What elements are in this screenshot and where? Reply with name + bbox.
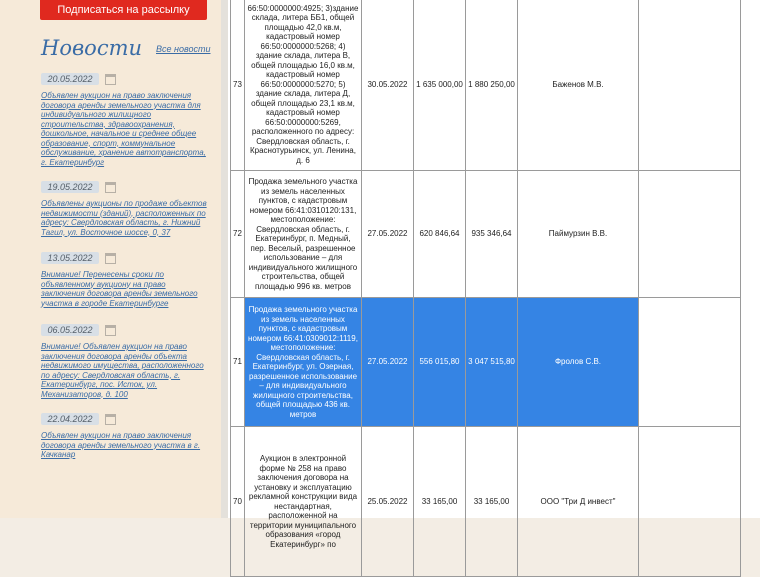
news-link[interactable]: Объявлен аукцион на право заключения договора аренды земельного участка в г. Качканар — [41, 431, 201, 459]
start-price: 33 165,00 — [414, 427, 466, 577]
empty-cell — [639, 0, 741, 171]
news-date: 20.05.2022 — [41, 73, 99, 85]
lot-description: Продажа земельного участка из земель населенных пунктов, с кадастровым номером 66:41:0310120:131, местоположение: Свердловская область, г. Екатеринбург, п. Медный, пер. Веселый, разрешенное использование – для индивидуального жилищного строительства, общей площадью 996 кв. метров — [245, 171, 362, 298]
sidebar — [0, 0, 221, 518]
calendar-icon — [105, 253, 116, 264]
news-date: 19.05.2022 — [41, 181, 99, 193]
auction-date: 30.05.2022 — [362, 0, 414, 171]
winner: Паймурзин В.В. — [518, 171, 639, 298]
subscribe-button[interactable]: Подписаться на рассылку — [40, 0, 207, 20]
lot-description: Продажа земельного участка из земель населенных пунктов, с кадастровым номером 66:41:0309012:1119, местоположение: Свердловская область, г. Екатеринбург, ул. Озерная, разрешенное использование – для индивидуального жилищного строительства, общей площадью 436 кв. метров — [245, 298, 362, 427]
calendar-icon — [105, 325, 116, 336]
row-number: 70 — [231, 427, 245, 577]
final-price: 1 880 250,00 — [466, 0, 518, 171]
results-table — [230, 0, 741, 577]
auction-date: 27.05.2022 — [362, 171, 414, 298]
empty-cell — [639, 171, 741, 298]
empty-cell — [639, 427, 741, 577]
winner: ООО "Три Д инвест" — [518, 427, 639, 577]
news-date: 13.05.2022 — [41, 252, 99, 264]
winner: Фролов С.В. — [518, 298, 639, 427]
table-row — [231, 0, 741, 171]
all-news-link[interactable]: Все новости — [156, 44, 211, 54]
final-price: 3 047 515,80 — [466, 298, 518, 427]
calendar-icon — [105, 182, 116, 193]
calendar-icon — [105, 414, 116, 425]
news-heading: Новости — [41, 36, 143, 60]
lot-description: Аукцион в электронной форме № 258 на право заключения договора на установку и эксплуатацию рекламной конструкции вида нестандартная, расположенной на территории муниципального образования «город Екатеринбург» по — [245, 427, 362, 577]
news-link[interactable]: Внимание! Перенесены сроки по объявленному аукциону на право заключения договора аренды земельного участка в городе Екатеринбурге — [41, 270, 198, 308]
news-item — [41, 251, 211, 308]
news-item — [41, 412, 211, 460]
column-divider — [221, 0, 228, 518]
news-item — [41, 323, 211, 399]
row-number: 72 — [231, 171, 245, 298]
row-number: 71 — [231, 298, 245, 427]
row-number: 73 — [231, 0, 245, 171]
news-link[interactable]: Внимание! Объявлен аукцион на право заключения договора аренды объекта недвижимого имущества, расположенного по адресу: Свердловская область, г. Екатеринбург, пос. Исток, ул. Механизаторов, д. 100 — [41, 342, 204, 399]
news-link[interactable]: Объявлен аукцион на право заключения договора аренды земельного участка для индивидуального жилищного строительства, здравоохранения, дошкольное, начальное и среднее общее образование, спорт, коммунальное обслуживание, хранение автотранспорта, г. Екатеринбург — [41, 91, 206, 167]
final-price: 33 165,00 — [466, 427, 518, 577]
empty-cell — [639, 298, 741, 427]
news-item — [41, 180, 211, 237]
main-content — [228, 0, 760, 549]
calendar-icon — [105, 74, 116, 85]
news-date: 06.05.2022 — [41, 324, 99, 336]
news-link[interactable]: Объявлены аукционы по продаже объектов недвижимости (зданий), расположенных по адресу: Свердловская область, г. Нижний Тагил, ул. Восточное шоссе, 0, 37 — [41, 199, 207, 237]
final-price: 935 346,64 — [466, 171, 518, 298]
table-row — [231, 427, 741, 577]
table-row-selected — [231, 298, 741, 427]
winner: Баженов М.В. — [518, 0, 639, 171]
start-price: 620 846,64 — [414, 171, 466, 298]
start-price: 556 015,80 — [414, 298, 466, 427]
auction-date: 25.05.2022 — [362, 427, 414, 577]
news-item — [41, 72, 211, 167]
table-row — [231, 171, 741, 298]
lot-description: 66:50:0000000:4925; 3)здание склада, литера ББ1, общей площадью 42,0 кв.м, кадастровый номер 66:50:0000000:5268; 4) здание склада, литера В, общей площадью 16,0 кв.м, кадастровый номер 66:50:0000000:5270; 5) здание склада, литера Д, общей площадью 23,1 кв.м, кадастровый номер 66:50:0000000:5269, расположенного по адресу: Свердловская область, г. Краснотурьинск, ул. Ленина, д. 6 — [245, 0, 362, 171]
start-price: 1 635 000,00 — [414, 0, 466, 171]
news-date: 22.04.2022 — [41, 413, 99, 425]
auction-date: 27.05.2022 — [362, 298, 414, 427]
